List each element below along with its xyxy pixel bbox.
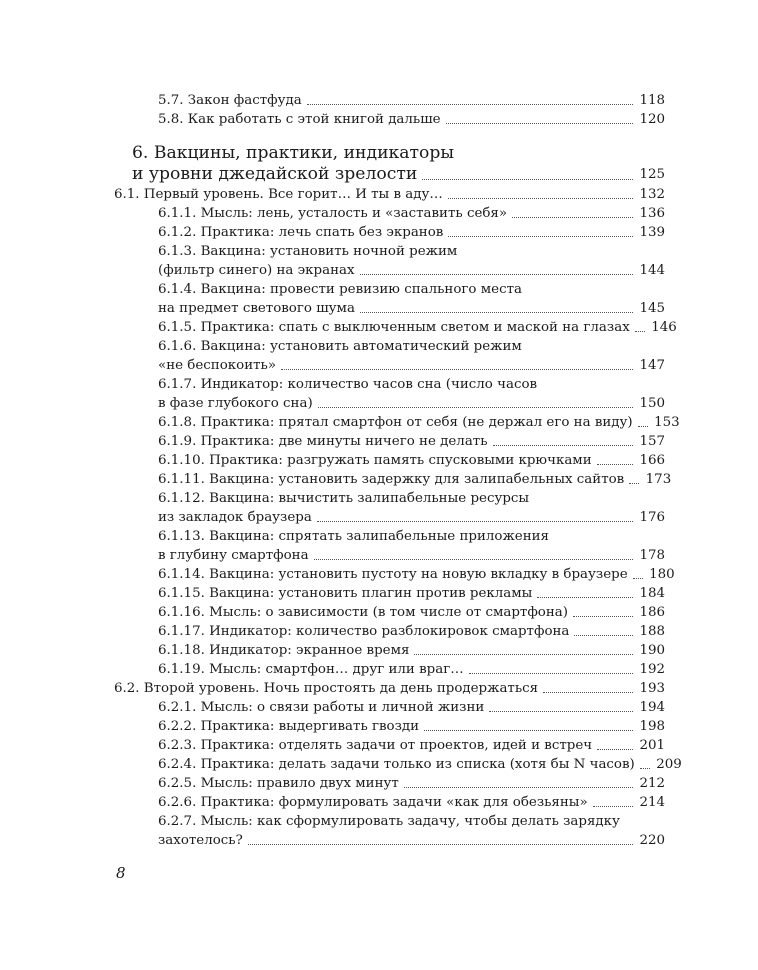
toc-entry <box>158 470 672 489</box>
toc-entry-title: 5.7. Закон фастфуда <box>158 93 302 108</box>
toc-entry-title: (фильтр синего) на экранах <box>158 263 355 278</box>
toc-entry-title: 6.1.17. Индикатор: количество разблокировок смартфона <box>158 624 570 639</box>
toc-entry-title-line: 6. Вакцины, практики, индикаторы <box>132 143 455 163</box>
toc-entry-title: 6.1.5. Практика: спать с выключенным светом и маской на глазах <box>158 320 630 335</box>
toc-entry-title-line: 6.1.13. Вакцина: спрятать залипабельные приложения <box>158 529 550 544</box>
dot-leader <box>635 331 645 332</box>
toc-entry <box>158 91 665 110</box>
dot-leader <box>597 749 633 750</box>
toc-entry-title: 6.1.1. Мысль: лень, усталость и «заставить себя» <box>158 206 508 221</box>
toc-entry <box>158 584 665 603</box>
toc-entry-page: 139 <box>639 225 665 240</box>
dot-leader <box>543 692 633 693</box>
toc-entry-title: 6.2.2. Практика: выдергивать гвозди <box>158 719 420 734</box>
toc-entry-page: 136 <box>639 206 665 221</box>
toc-entry-page: 150 <box>639 396 665 411</box>
toc-entry-page: 192 <box>639 662 665 677</box>
toc-entry-title-line: 6.1.12. Вакцина: вычистить залипабельные ресурсы <box>158 491 530 506</box>
dot-leader <box>318 407 633 408</box>
dot-leader <box>360 274 633 275</box>
toc-entry-page: 120 <box>639 112 665 127</box>
toc-entry-page: 190 <box>639 643 665 658</box>
toc-entry-page: 125 <box>639 167 665 182</box>
toc-entry-page: 212 <box>639 776 665 791</box>
toc-entry-page: 166 <box>639 453 665 468</box>
toc-entry-title: из закладок браузера <box>158 510 312 525</box>
toc-entry-title: 6.2. Второй уровень. Ночь простоять да день продержаться <box>114 681 539 696</box>
toc-entry-page: 186 <box>639 605 665 620</box>
toc-entry-title: 6.2.4. Практика: делать задачи только из списка (хотя бы N часов) <box>158 757 635 772</box>
toc-entry-title-line: 6.1.4. Вакцина: провести ревизию спального места <box>158 282 522 297</box>
toc-entry-title-line: 6.1.3. Вакцина: установить ночной режим <box>158 244 458 259</box>
toc-entry-title: 6.1.19. Мысль: смартфон… друг или враг… <box>158 662 464 677</box>
dot-leader <box>469 673 633 674</box>
toc-entry <box>158 812 665 850</box>
dot-leader <box>573 616 633 617</box>
toc-entry <box>158 641 665 660</box>
toc-entry-title: 6.1.15. Вакцина: установить плагин против рекламы <box>158 586 533 601</box>
toc-entry <box>158 242 665 280</box>
dot-leader <box>422 179 633 180</box>
toc-entry-title: 6.1.11. Вакцина: установить задержку для залипабельных сайтов <box>158 472 625 487</box>
dot-leader <box>414 654 633 655</box>
toc-entry-page: 198 <box>639 719 665 734</box>
toc-entry-page: 176 <box>639 510 665 525</box>
dot-leader <box>404 787 633 788</box>
dot-leader <box>633 578 643 579</box>
page-number: 8 <box>116 864 126 882</box>
toc-entry-title: «не беспокоить» <box>158 358 277 373</box>
toc-entry <box>158 451 665 470</box>
dot-leader <box>448 236 633 237</box>
toc-entry <box>158 280 665 318</box>
dot-leader <box>248 844 633 845</box>
toc-entry-title: 6.1.2. Практика: лечь спать без экранов <box>158 225 444 240</box>
dot-leader <box>638 426 648 427</box>
toc-entry-title: 6.1.16. Мысль: о зависимости (в том числе от смартфона) <box>158 605 569 620</box>
toc-entry-title: в фазе глубокого сна) <box>158 396 313 411</box>
toc-entry <box>158 717 665 736</box>
toc-entry <box>158 622 665 641</box>
toc-entry <box>158 375 665 413</box>
dot-leader <box>446 123 633 124</box>
toc-entry-title: 5.8. Как работать с этой книгой дальше <box>158 112 441 127</box>
toc-entry-page: 145 <box>639 301 665 316</box>
toc-entry-page: 144 <box>639 263 665 278</box>
toc-entry-page: 118 <box>639 93 665 108</box>
dot-leader <box>493 445 634 446</box>
toc-entry <box>158 110 665 129</box>
dot-leader <box>448 198 633 199</box>
dot-leader <box>314 559 633 560</box>
toc-entry <box>158 755 682 774</box>
toc-entry-page: 132 <box>639 187 665 202</box>
toc-entry <box>158 204 665 223</box>
dot-leader <box>307 104 633 105</box>
toc-entry <box>158 698 665 717</box>
toc-entry <box>158 774 665 793</box>
toc-entry-title-line: 6.1.7. Индикатор: количество часов сна (число часов <box>158 377 538 392</box>
toc-entry-title: 6.2.5. Мысль: правило двух минут <box>158 776 399 791</box>
toc-entry-page: 188 <box>639 624 665 639</box>
toc-entry-page: 193 <box>639 681 665 696</box>
toc-entry-title-line: 6.1.6. Вакцина: установить автоматический режим <box>158 339 522 354</box>
toc-entry <box>158 565 675 584</box>
toc-entry-title: в глубину смартфона <box>158 548 309 563</box>
toc-entry-page: 194 <box>639 700 665 715</box>
toc-entry-title: 6.1.18. Индикатор: экранное время <box>158 643 410 658</box>
toc-entry-page: 178 <box>639 548 665 563</box>
toc-entry <box>158 413 680 432</box>
toc-entry <box>158 660 665 679</box>
toc-entry-page: 220 <box>639 833 665 848</box>
toc-entry-title-line: 6.2.7. Мысль: как сформулировать задачу, чтобы делать зарядку <box>158 814 620 829</box>
dot-leader <box>593 806 633 807</box>
toc-entry <box>114 679 665 698</box>
toc-entry-title: и уровни джедайской зрелости <box>132 164 418 184</box>
toc-entry <box>158 527 665 565</box>
toc-entry-title: 6.2.1. Мысль: о связи работы и личной жизни <box>158 700 485 715</box>
dot-leader <box>489 711 633 712</box>
dot-leader <box>317 521 633 522</box>
toc-entry-title: 6.2.3. Практика: отделять задачи от проектов, идей и встреч <box>158 738 593 753</box>
toc-entry-page: 201 <box>639 738 665 753</box>
toc-entry-page: 209 <box>656 757 682 772</box>
dot-leader <box>640 768 650 769</box>
toc-entry-title: 6.1.8. Практика: прятал смартфон от себя (не держал его на виду) <box>158 415 633 430</box>
dot-leader <box>360 312 633 313</box>
toc-entry-page: 173 <box>645 472 672 487</box>
toc-entry-title: 6.1. Первый уровень. Все горит… И ты в аду… <box>114 187 443 202</box>
toc-entry-page: 180 <box>649 567 675 582</box>
toc-entry-page: 153 <box>654 415 680 430</box>
toc-entry <box>158 603 665 622</box>
toc-chapter-entry <box>132 143 665 185</box>
toc-entry <box>158 318 677 337</box>
toc-entry-title: захотелось? <box>158 833 243 848</box>
toc-entry <box>158 432 665 451</box>
toc-entry-title: 6.2.6. Практика: формулировать задачи «как для обезьяны» <box>158 795 588 810</box>
toc-entry-page: 184 <box>639 586 665 601</box>
toc-entry <box>158 223 665 242</box>
dot-leader <box>424 730 633 731</box>
toc-entry-title: на предмет светового шума <box>158 301 355 316</box>
dot-leader <box>512 217 633 218</box>
toc-entry <box>114 185 665 204</box>
toc-entry-title: 6.1.10. Практика: разгружать память спусковыми крючками <box>158 453 592 468</box>
toc-entry-page: 157 <box>639 434 665 449</box>
toc-entry-title: 6.1.9. Практика: две минуты ничего не делать <box>158 434 488 449</box>
toc-entry-page: 146 <box>651 320 677 335</box>
toc-entry-page: 214 <box>639 795 665 810</box>
dot-leader <box>629 483 639 484</box>
toc-entry-page: 147 <box>639 358 665 373</box>
dot-leader <box>574 635 633 636</box>
dot-leader <box>537 597 633 598</box>
toc-entry <box>158 793 665 812</box>
toc-entry-title: 6.1.14. Вакцина: установить пустоту на новую вкладку в браузере <box>158 567 628 582</box>
dot-leader <box>597 464 633 465</box>
dot-leader <box>281 369 633 370</box>
toc-entry <box>158 489 665 527</box>
toc-entry <box>158 337 665 375</box>
toc-entry <box>158 736 665 755</box>
